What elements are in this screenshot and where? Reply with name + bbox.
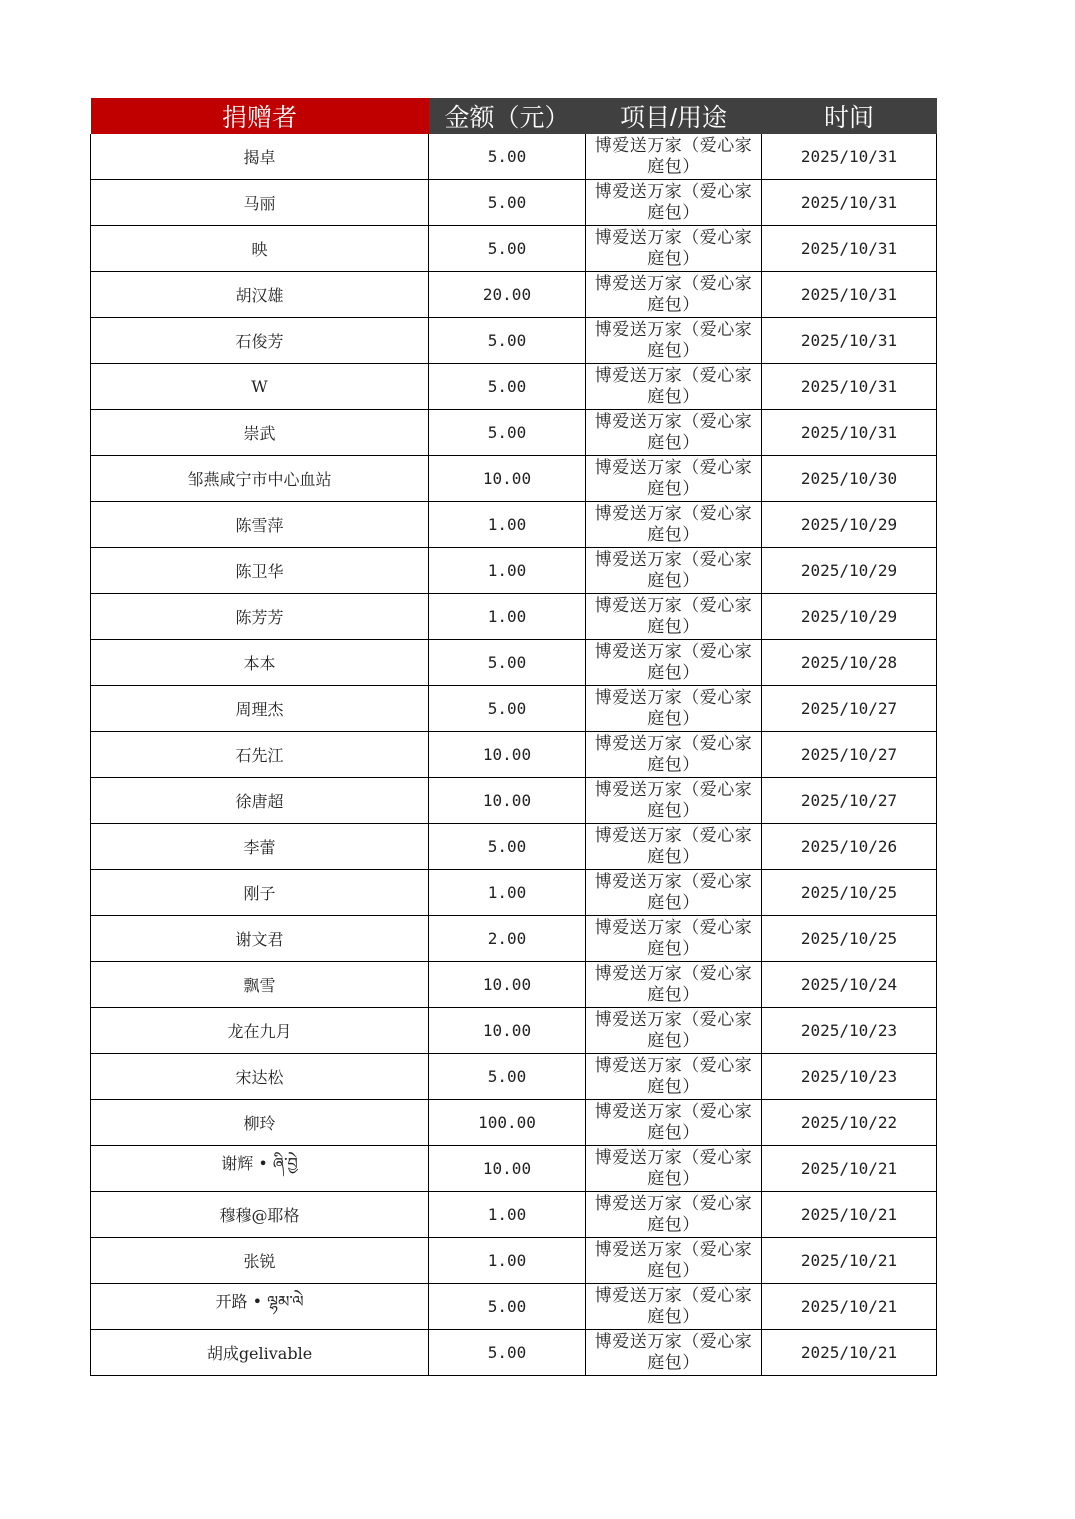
donor-cell: 马丽: [91, 180, 429, 226]
table-body: [91, 134, 937, 1376]
time-cell: 2025/10/24: [762, 962, 937, 1008]
time-cell: 2025/10/31: [762, 364, 937, 410]
amount-cell: 20.00: [429, 272, 586, 318]
time-cell: 2025/10/21: [762, 1238, 937, 1284]
donor-cell: 映: [91, 226, 429, 272]
donor-cell: 宋达松: [91, 1054, 429, 1100]
amount-cell: 1.00: [429, 502, 586, 548]
amount-cell: 5.00: [429, 226, 586, 272]
table-header-row: [91, 98, 937, 134]
table-row: [91, 732, 937, 778]
project-cell: 博爱送万家（爱心家庭包）: [586, 1192, 762, 1238]
donor-cell: 揭卓: [91, 134, 429, 180]
amount-cell: 10.00: [429, 962, 586, 1008]
time-cell: 2025/10/31: [762, 410, 937, 456]
project-cell: 博爱送万家（爱心家庭包）: [586, 1008, 762, 1054]
project-cell: 博爱送万家（爱心家庭包）: [586, 134, 762, 180]
table-row: [91, 272, 937, 318]
table-row: [91, 1238, 937, 1284]
project-cell: 博爱送万家（爱心家庭包）: [586, 180, 762, 226]
amount-cell: 5.00: [429, 134, 586, 180]
amount-cell: 5.00: [429, 1284, 586, 1330]
donor-cell: 石俊芳: [91, 318, 429, 364]
project-cell: 博爱送万家（爱心家庭包）: [586, 870, 762, 916]
time-cell: 2025/10/21: [762, 1146, 937, 1192]
donor-cell: 飘雪: [91, 962, 429, 1008]
donor-cell: 本本: [91, 640, 429, 686]
table-row: [91, 226, 937, 272]
donor-cell: 李蕾: [91, 824, 429, 870]
project-cell: 博爱送万家（爱心家庭包）: [586, 778, 762, 824]
time-cell: 2025/10/25: [762, 870, 937, 916]
donor-cell: 陈卫华: [91, 548, 429, 594]
amount-cell: 1.00: [429, 1238, 586, 1284]
donor-cell: 陈芳芳: [91, 594, 429, 640]
amount-cell: 5.00: [429, 686, 586, 732]
time-cell: 2025/10/27: [762, 778, 937, 824]
time-cell: 2025/10/29: [762, 594, 937, 640]
time-cell: 2025/10/27: [762, 732, 937, 778]
donation-sheet: [90, 98, 936, 1376]
time-cell: 2025/10/31: [762, 134, 937, 180]
table-row: [91, 1192, 937, 1238]
amount-cell: 2.00: [429, 916, 586, 962]
amount-cell: 10.00: [429, 778, 586, 824]
amount-cell: 100.00: [429, 1100, 586, 1146]
time-cell: 2025/10/31: [762, 226, 937, 272]
project-cell: 博爱送万家（爱心家庭包）: [586, 410, 762, 456]
column-header-project: 项目/用途: [586, 98, 762, 134]
amount-cell: 5.00: [429, 1054, 586, 1100]
donor-cell: 开路 • ལྷམ་ལེ: [91, 1284, 429, 1330]
time-cell: 2025/10/23: [762, 1008, 937, 1054]
donor-cell: 胡汉雄: [91, 272, 429, 318]
amount-cell: 5.00: [429, 364, 586, 410]
donor-cell: 胡成gelivable: [91, 1330, 429, 1376]
donor-cell: W: [91, 364, 429, 410]
time-cell: 2025/10/21: [762, 1192, 937, 1238]
time-cell: 2025/10/29: [762, 502, 937, 548]
donor-cell: 刚子: [91, 870, 429, 916]
project-cell: 博爱送万家（爱心家庭包）: [586, 824, 762, 870]
time-cell: 2025/10/21: [762, 1284, 937, 1330]
donor-cell: 徐唐超: [91, 778, 429, 824]
table-row: [91, 1008, 937, 1054]
donor-cell: 石先江: [91, 732, 429, 778]
amount-cell: 5.00: [429, 180, 586, 226]
donor-cell: 柳玲: [91, 1100, 429, 1146]
amount-cell: 1.00: [429, 1192, 586, 1238]
donation-table: [90, 98, 937, 1376]
time-cell: 2025/10/31: [762, 272, 937, 318]
project-cell: 博爱送万家（爱心家庭包）: [586, 272, 762, 318]
table-row: [91, 318, 937, 364]
table-row: [91, 456, 937, 502]
project-cell: 博爱送万家（爱心家庭包）: [586, 594, 762, 640]
table-row: [91, 1284, 937, 1330]
time-cell: 2025/10/30: [762, 456, 937, 502]
table-row: [91, 686, 937, 732]
project-cell: 博爱送万家（爱心家庭包）: [586, 640, 762, 686]
table-row: [91, 1054, 937, 1100]
table-row: [91, 364, 937, 410]
amount-cell: 5.00: [429, 410, 586, 456]
donor-cell: 谢文君: [91, 916, 429, 962]
project-cell: 博爱送万家（爱心家庭包）: [586, 364, 762, 410]
table-row: [91, 778, 937, 824]
amount-cell: 5.00: [429, 318, 586, 364]
donor-cell: 周理杰: [91, 686, 429, 732]
table-row: [91, 502, 937, 548]
table-row: [91, 1330, 937, 1376]
project-cell: 博爱送万家（爱心家庭包）: [586, 548, 762, 594]
project-cell: 博爱送万家（爱心家庭包）: [586, 1100, 762, 1146]
project-cell: 博爱送万家（爱心家庭包）: [586, 1330, 762, 1376]
project-cell: 博爱送万家（爱心家庭包）: [586, 962, 762, 1008]
amount-cell: 10.00: [429, 456, 586, 502]
table-row: [91, 1146, 937, 1192]
column-header-time: 时间: [762, 98, 937, 134]
donor-cell: 穆穆@耶格: [91, 1192, 429, 1238]
time-cell: 2025/10/26: [762, 824, 937, 870]
time-cell: 2025/10/27: [762, 686, 937, 732]
time-cell: 2025/10/25: [762, 916, 937, 962]
project-cell: 博爱送万家（爱心家庭包）: [586, 686, 762, 732]
column-header-amount: 金额（元）: [429, 98, 586, 134]
project-cell: 博爱送万家（爱心家庭包）: [586, 456, 762, 502]
project-cell: 博爱送万家（爱心家庭包）: [586, 1238, 762, 1284]
time-cell: 2025/10/22: [762, 1100, 937, 1146]
time-cell: 2025/10/23: [762, 1054, 937, 1100]
donor-cell: 邹燕咸宁市中心血站: [91, 456, 429, 502]
project-cell: 博爱送万家（爱心家庭包）: [586, 1054, 762, 1100]
column-header-donor: 捐赠者: [91, 98, 429, 134]
time-cell: 2025/10/21: [762, 1330, 937, 1376]
table-row: [91, 594, 937, 640]
table-row: [91, 1100, 937, 1146]
donor-cell: 张锐: [91, 1238, 429, 1284]
project-cell: 博爱送万家（爱心家庭包）: [586, 226, 762, 272]
project-cell: 博爱送万家（爱心家庭包）: [586, 1146, 762, 1192]
amount-cell: 10.00: [429, 1146, 586, 1192]
table-row: [91, 640, 937, 686]
amount-cell: 5.00: [429, 640, 586, 686]
time-cell: 2025/10/29: [762, 548, 937, 594]
amount-cell: 1.00: [429, 548, 586, 594]
project-cell: 博爱送万家（爱心家庭包）: [586, 1284, 762, 1330]
time-cell: 2025/10/31: [762, 318, 937, 364]
table-row: [91, 548, 937, 594]
amount-cell: 10.00: [429, 1008, 586, 1054]
table-row: [91, 962, 937, 1008]
amount-cell: 5.00: [429, 824, 586, 870]
time-cell: 2025/10/28: [762, 640, 937, 686]
table-row: [91, 824, 937, 870]
donor-cell: 谢辉 • ཞི་བྱེ: [91, 1146, 429, 1192]
amount-cell: 5.00: [429, 1330, 586, 1376]
project-cell: 博爱送万家（爱心家庭包）: [586, 502, 762, 548]
amount-cell: 10.00: [429, 732, 586, 778]
table-row: [91, 870, 937, 916]
table-row: [91, 134, 937, 180]
table-row: [91, 410, 937, 456]
table-row: [91, 916, 937, 962]
amount-cell: 1.00: [429, 594, 586, 640]
project-cell: 博爱送万家（爱心家庭包）: [586, 916, 762, 962]
amount-cell: 1.00: [429, 870, 586, 916]
table-row: [91, 180, 937, 226]
project-cell: 博爱送万家（爱心家庭包）: [586, 318, 762, 364]
donor-cell: 龙在九月: [91, 1008, 429, 1054]
project-cell: 博爱送万家（爱心家庭包）: [586, 732, 762, 778]
time-cell: 2025/10/31: [762, 180, 937, 226]
donor-cell: 陈雪萍: [91, 502, 429, 548]
donor-cell: 崇武: [91, 410, 429, 456]
